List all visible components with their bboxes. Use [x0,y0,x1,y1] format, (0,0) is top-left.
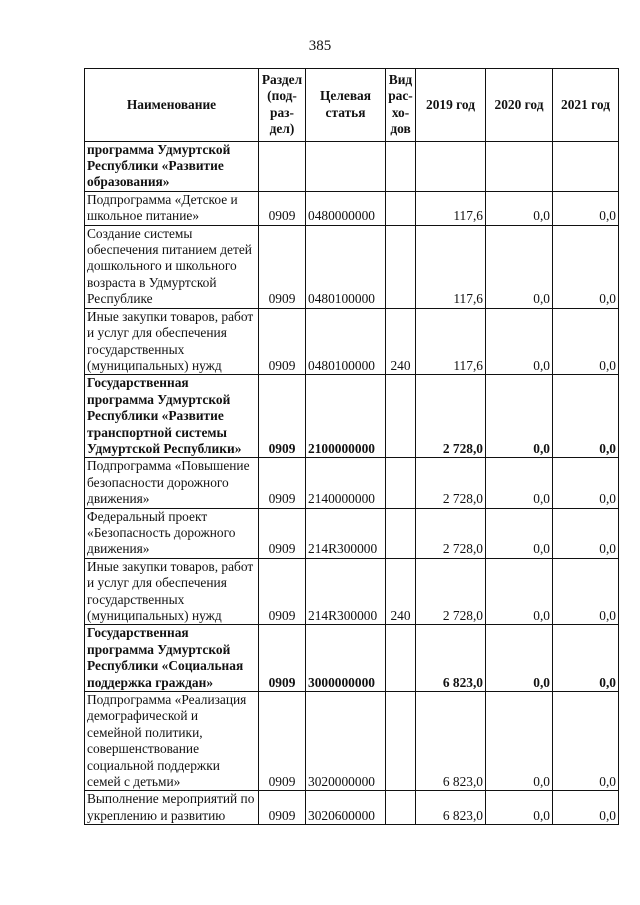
cell-2021: 0,0 [553,308,619,375]
cell-name: Создание системы обеспечения питанием детей дошкольного и школьного возраста в Удмуртской Республике [85,225,259,308]
header-name: Наименование [85,69,259,142]
table-header-row [85,69,619,142]
cell-2019: 117,6 [416,225,486,308]
table-row [85,458,619,508]
cell-2019: 2 728,0 [416,508,486,558]
cell-name: Государственная программа Удмуртской Республики «Развитие транспортной системы Удмуртской Республики» [85,375,259,458]
cell-target: 0480000000 [306,191,386,225]
cell-section: 0909 [259,558,306,625]
cell-2019: 2 728,0 [416,558,486,625]
cell-name: Выполнение мероприятий по укреплению и развитию [85,791,259,825]
cell-expense-type [386,191,416,225]
cell-target: 0480100000 [306,225,386,308]
table-row [85,308,619,375]
cell-expense-type [386,692,416,791]
cell-2020: 0,0 [486,458,553,508]
cell-2021: 0,0 [553,558,619,625]
cell-expense-type [386,375,416,458]
cell-section: 0909 [259,625,306,692]
cell-expense-type [386,791,416,825]
header-target: Целевая статья [306,69,386,142]
cell-section: 0909 [259,458,306,508]
cell-target: 214R300000 [306,508,386,558]
cell-name: Подпрограмма «Детское и школьное питание» [85,191,259,225]
cell-2019: 6 823,0 [416,791,486,825]
header-section: Раздел (под-раз-дел) [259,69,306,142]
budget-table [84,68,619,825]
table-row [85,375,619,458]
cell-expense-type [386,141,416,191]
cell-2020: 0,0 [486,508,553,558]
cell-name: программа Удмуртской Республики «Развитие образования» [85,141,259,191]
cell-2020: 0,0 [486,191,553,225]
cell-2021: 0,0 [553,625,619,692]
cell-2020: 0,0 [486,791,553,825]
cell-name: Иные закупки товаров, работ и услуг для обеспечения государственных (муниципальных) нужд [85,308,259,375]
cell-target: 2100000000 [306,375,386,458]
cell-section: 0909 [259,791,306,825]
cell-target: 3020000000 [306,692,386,791]
cell-2021: 0,0 [553,191,619,225]
cell-section: 0909 [259,308,306,375]
cell-name: Подпрограмма «Реализация демографической и семейной политики, совершенствование социальной поддержки семей с детьми» [85,692,259,791]
cell-name: Федеральный проект «Безопасность дорожного движения» [85,508,259,558]
cell-target [306,141,386,191]
cell-2019: 2 728,0 [416,375,486,458]
cell-expense-type: 240 [386,558,416,625]
cell-2021: 0,0 [553,458,619,508]
cell-target: 3020600000 [306,791,386,825]
cell-target: 214R300000 [306,558,386,625]
cell-2020: 0,0 [486,692,553,791]
cell-expense-type [386,625,416,692]
header-2020: 2020 год [486,69,553,142]
cell-2021: 0,0 [553,791,619,825]
cell-2020: 0,0 [486,225,553,308]
cell-2019: 2 728,0 [416,458,486,508]
cell-section: 0909 [259,692,306,791]
cell-2019: 6 823,0 [416,692,486,791]
cell-target: 2140000000 [306,458,386,508]
cell-name: Иные закупки товаров, работ и услуг для обеспечения государственных (муниципальных) нужд [85,558,259,625]
cell-expense-type [386,508,416,558]
cell-2020: 0,0 [486,308,553,375]
table-row [85,141,619,191]
header-expense-type: Вид рас-хо-дов [386,69,416,142]
header-2021: 2021 год [553,69,619,142]
cell-expense-type [386,225,416,308]
cell-expense-type [386,458,416,508]
cell-target: 0480100000 [306,308,386,375]
cell-2020: 0,0 [486,558,553,625]
cell-2021 [553,141,619,191]
cell-name: Государственная программа Удмуртской Республики «Социальная поддержка граждан» [85,625,259,692]
cell-2021: 0,0 [553,225,619,308]
cell-section: 0909 [259,508,306,558]
cell-2019: 117,6 [416,308,486,375]
cell-2020: 0,0 [486,375,553,458]
cell-expense-type: 240 [386,308,416,375]
cell-section: 0909 [259,375,306,458]
table-row [85,558,619,625]
cell-target: 3000000000 [306,625,386,692]
page-number: 385 [308,38,332,54]
cell-2019: 6 823,0 [416,625,486,692]
cell-2019: 117,6 [416,191,486,225]
table-row [85,625,619,692]
cell-name: Подпрограмма «Повышение безопасности дорожного движения» [85,458,259,508]
cell-section [259,141,306,191]
cell-section: 0909 [259,225,306,308]
cell-section: 0909 [259,191,306,225]
cell-2021: 0,0 [553,375,619,458]
cell-2021: 0,0 [553,692,619,791]
table-row [85,191,619,225]
table-row [85,692,619,791]
cell-2020: 0,0 [486,625,553,692]
table-row [85,225,619,308]
cell-2020 [486,141,553,191]
cell-2019 [416,141,486,191]
table-row [85,791,619,825]
header-2019: 2019 год [416,69,486,142]
cell-2021: 0,0 [553,508,619,558]
table-row [85,508,619,558]
